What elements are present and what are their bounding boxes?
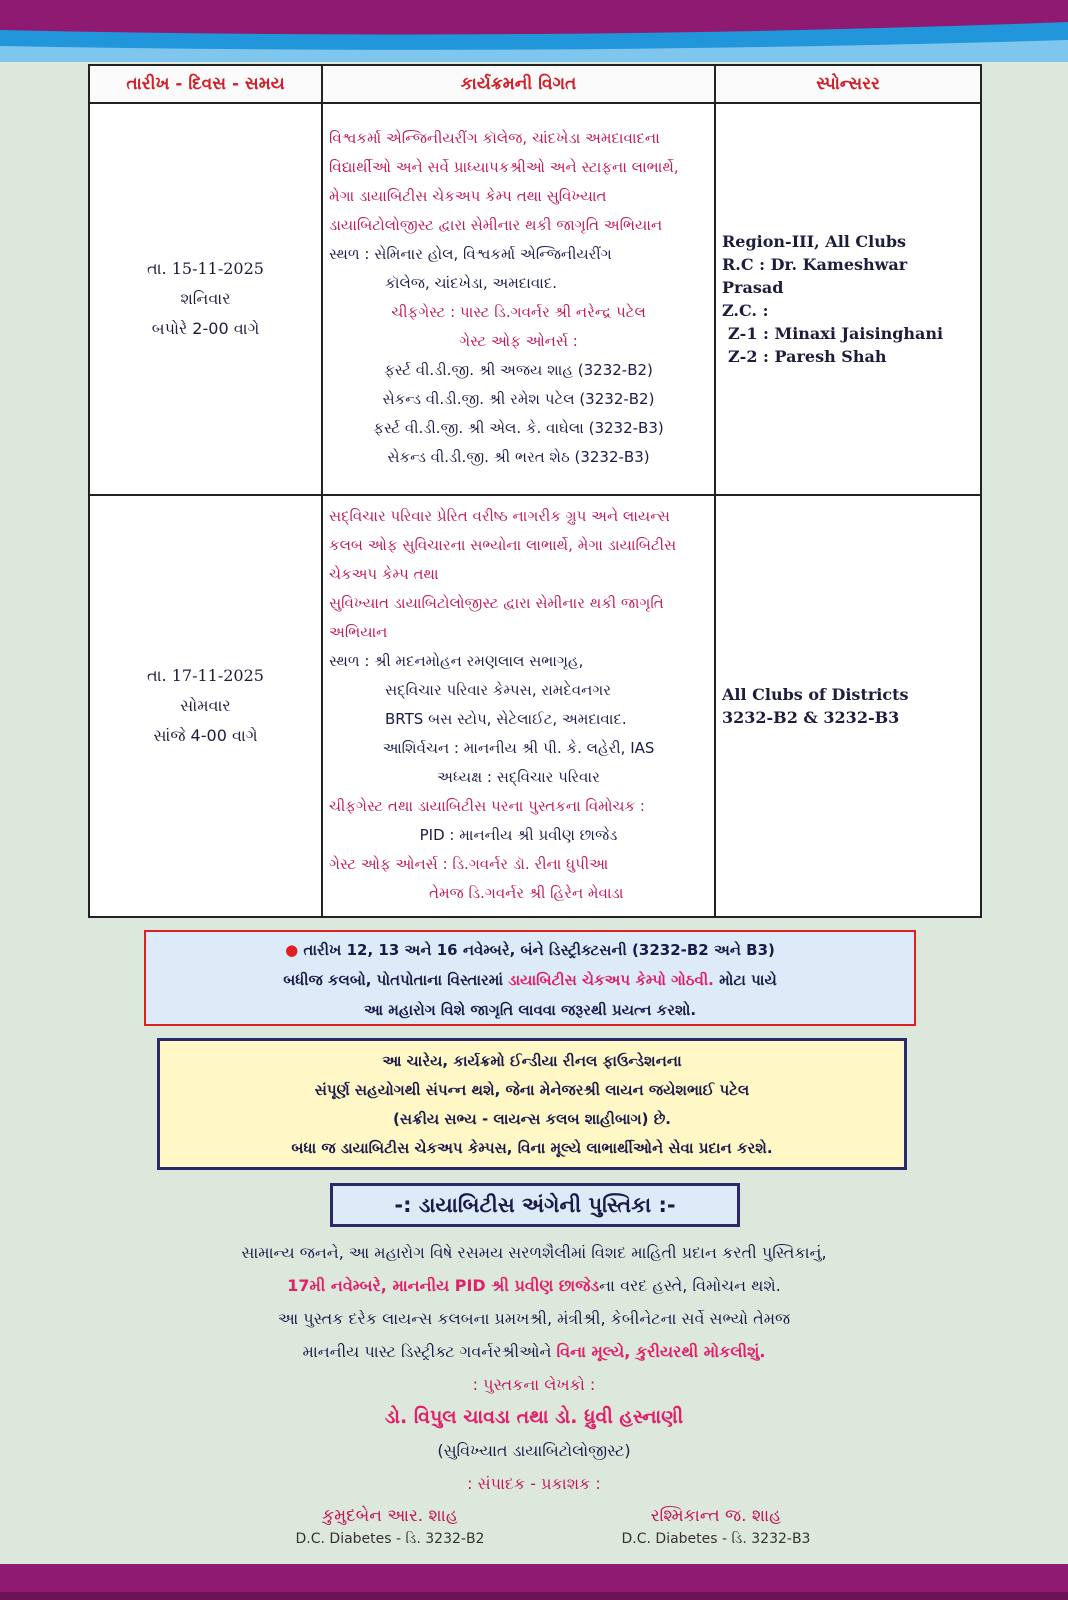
event-intro-line2: સુવિખ્યાત ડાયાબિટોલોજીસ્ટ દ્વારા સેમીનાર થકી જાગૃતિ અભિયાન xyxy=(329,594,664,641)
table-row xyxy=(89,103,981,495)
guest-item: સેકન્ડ વી.ડી.જી. શ્રી રમેશ પટેલ (3232-B2) xyxy=(382,390,655,408)
header-sponsor: સ્પોન્સરર xyxy=(715,65,981,103)
event-venue-line3: BRTS બસ સ્ટોપ, સેટેલાઈટ, અમદાવાદ. xyxy=(385,710,627,728)
camp-notice-box xyxy=(144,930,916,1026)
detail-cell xyxy=(322,495,715,917)
booklet-highlight: વિના મૂલ્યે, કુરીયરથી મોકલીશું. xyxy=(556,1342,766,1361)
event-guests: ગેસ્ટ ઓફ ઓનર્સ : ડિ.ગવર્નર ડૉ. રીના ધુપીઆ xyxy=(329,855,609,873)
authors-names: ડો. વિપુલ ચાવડા તથા ડો. ધ્રુવી હસ્નાણી xyxy=(384,1406,684,1428)
detail-cell xyxy=(322,103,715,495)
sponsor-cell xyxy=(715,495,981,917)
event-time: બપોરે 2-00 વાગે xyxy=(151,319,260,338)
event-day: સોમવાર xyxy=(180,696,231,715)
editor-role: D.C. Diabetes - ડિ. 3232-B3 xyxy=(621,1531,811,1547)
notice-line: આ મહારોગ વિશે જાગૃતિ લાવવા જરૂરથી પ્રયત્ન કરશો. xyxy=(363,1001,697,1019)
header-date: તારીખ - દિવસ - સમય xyxy=(89,65,322,103)
booklet-text: ના વરદ હસ્તે, વિમોચન થશે. xyxy=(599,1276,781,1295)
header-details: કાર્યક્રમની વિગત xyxy=(322,65,715,103)
authors-title: : પુસ્તકના લેખકો : xyxy=(472,1375,596,1394)
sponsor-line: R.C : Dr. Kameshwar Prasad xyxy=(722,255,908,297)
notice-text: તારીખ 12, 13 અને 16 નવેમ્બરે, બંને ડિસ્ટ્રીક્ટસની (3232-B2 અને B3) xyxy=(303,941,775,959)
guest-item: સેકન્ડ વી.ડી.જી. શ્રી ભરત શેઠ (3232-B3) xyxy=(387,448,650,466)
notice-text: બધીજ કલબો, પોતપોતાના વિસ્તારમાં xyxy=(283,971,504,989)
booklet-section xyxy=(60,1236,1008,1500)
editor-role: D.C. Diabetes - ડિ. 3232-B2 xyxy=(295,1531,485,1547)
notice-line: (સક્રીય સભ્ય - લાયન્સ કલબ શાહીબાગ) છે. xyxy=(392,1110,672,1128)
event-blessing: આશિર્વચન : માનનીય શ્રી પી. કે. લહેરી, IAS xyxy=(382,739,655,757)
bottom-decorative-band xyxy=(0,1564,1068,1600)
sponsor-line: All Clubs of Districts xyxy=(722,685,909,704)
bullet-icon: ● xyxy=(285,941,304,959)
event-venue-line2: સદ્‌વિચાર પરિવાર કેમ્પસ, રામદેવનગર xyxy=(385,681,611,699)
event-time: સાંજે 4-00 વાગે xyxy=(153,726,258,745)
editor-name: રશ્મિકાન્ત જ. શાહ xyxy=(650,1506,782,1526)
booklet-line: સામાન્ય જનને, આ મહારોગ વિષે રસમય સરળશૈલીમાં વિશદ માહિતી પ્રદાન કરતી પુસ્તિકાનું, xyxy=(241,1243,827,1262)
editor-name: કુમુદબેન આર. શાહ xyxy=(322,1506,458,1526)
notice-line: સંપૂર્ણ સહયોગથી સંપન્ન થશે, જેના મેનેજરશ્રી લાયન જયેશભાઈ પટેલ xyxy=(314,1081,750,1099)
foundation-notice-box xyxy=(157,1038,907,1170)
guest-item: ફર્સ્ટ વી.ડી.જી. શ્રી અજય શાહ (3232-B2) xyxy=(384,361,653,379)
notice-line xyxy=(146,965,914,995)
editor-block xyxy=(556,1504,876,1550)
event-venue: સ્થળ : શ્રી મદનમોહન રમણલાલ સભાગૃહ, xyxy=(329,652,584,670)
event-date: તા. 15-11-2025 xyxy=(147,259,264,278)
schedule-table xyxy=(88,64,982,918)
event-pid: PID : માનનીય શ્રી પ્રવીણ છાજેડ xyxy=(419,826,618,844)
sponsor-line: Z-2 : Paresh Shah xyxy=(728,347,887,366)
notice-line xyxy=(146,935,914,965)
event-day: શનિવાર xyxy=(180,289,231,308)
event-chief-guest: ચીફગેસ્ટ : પાસ્ટ ડિ.ગવર્નર શ્રી નરેન્દ્ર પટેલ xyxy=(391,303,646,321)
sponsor-line: Z-1 : Minaxi Jaisinghani xyxy=(728,324,944,343)
sponsor-cell xyxy=(715,103,981,495)
authors-note: (સુવિખ્યાત ડાયાબિટોલોજીસ્ટ) xyxy=(437,1441,631,1460)
booklet-title: -: ડાયાબિટીસ અંગેની પુસ્તિકા :- xyxy=(330,1183,740,1227)
guest-item: ફર્સ્ટ વી.ડી.જી. શ્રી એલ. કે. વાઘેલા (3232-B3) xyxy=(373,419,664,437)
event-intro: વિશ્વકર્મા એન્જિનીયરીંગ કૉલેજ, ચાંદખેડા અમદાવાદના વિદ્યાર્થીઓ અને સર્વે પ્રાધ્યાપકશ્રીઓ અને સ્ટાફના લાભાર્થે, મેગા ડાયાબિટીસ ચેકઅપ કેમ્પ તથા સુવિખ્યાત ડાયાબિટોલોજીસ્ટ દ્વારા સેમીનાર થકી જાગૃતિ અભિયાન xyxy=(329,129,679,234)
event-intro: સદ્‌વિચાર પરિવાર પ્રેરિત વરીષ્ઠ નાગરીક ગ્રુપ અને લાયન્સ કલબ ઓફ સુવિચારના સભ્યોના લાભાર્થે, મેગા ડાયાબિટીસ ચેકઅપ કેમ્પ તથા xyxy=(329,507,677,583)
event-guests-title: ગેસ્ટ ઓફ ઓનર્સ : xyxy=(459,332,578,350)
event-president: અધ્યક્ષ : સદ્‌વિચાર પરિવાર xyxy=(437,768,600,786)
event-venue: સ્થળ : સેમિનાર હોલ, વિશ્વકર્મા એન્જિનીયરીંગ xyxy=(329,245,612,263)
booklet-highlight: 17મી નવેમ્બરે, માનનીય PID શ્રી પ્રવીણ છાજેડ xyxy=(287,1276,600,1295)
notice-text: મોટા પાયે xyxy=(719,971,777,989)
event-guests-line2: તેમજ ડિ.ગવર્નર શ્રી હિરેન મેવાડા xyxy=(429,884,624,902)
top-decorative-band xyxy=(0,0,1068,62)
sponsor-line: Region-III, All Clubs xyxy=(722,232,907,251)
booklet-line: આ પુસ્તક દરેક લાયન્સ કલબના પ્રમખશ્રી, મંત્રીશ્રી, કેબીનેટના સર્વે સભ્યો તેમજ xyxy=(277,1309,791,1328)
sponsor-line: 3232-B2 & 3232-B3 xyxy=(722,708,900,727)
table-header-row xyxy=(89,65,981,103)
notice-highlight: ડાયાબિટીસ ચેકઅપ કેમ્પો ગોઠવી. xyxy=(508,971,714,989)
editor-title: : સંપાદક - પ્રકાશક : xyxy=(467,1474,601,1493)
booklet-text: માનનીય પાસ્ટ ડિસ્ટ્રીક્ટ ગવર્નરશ્રીઓને xyxy=(302,1342,552,1361)
booklet-line xyxy=(60,1269,1008,1302)
notice-line: બધા જ ડાયાબિટીસ ચેકઅપ કેમ્પસ, વિના મૂલ્યે લાભાર્થીઓને સેવા પ્રદાન કરશે. xyxy=(291,1139,773,1157)
event-venue-line2: કૉલેજ, ચાંદખેડા, અમદાવાદ. xyxy=(385,274,558,292)
booklet-line xyxy=(60,1335,1008,1368)
date-cell xyxy=(89,495,322,917)
table-row xyxy=(89,495,981,917)
event-chief-guest: ચીફગેસ્ટ તથા ડાયાબિટીસ પરના પુસ્તકના વિમોચક : xyxy=(329,797,645,815)
editor-block xyxy=(230,1504,550,1550)
date-cell xyxy=(89,103,322,495)
sponsor-line: Z.C. : xyxy=(722,301,769,320)
notice-line: આ ચારેય, કાર્યક્રમો ઈન્ડીયા રીનલ ફાઉન્ડેશનના xyxy=(382,1052,682,1070)
event-date: તા. 17-11-2025 xyxy=(147,666,264,685)
